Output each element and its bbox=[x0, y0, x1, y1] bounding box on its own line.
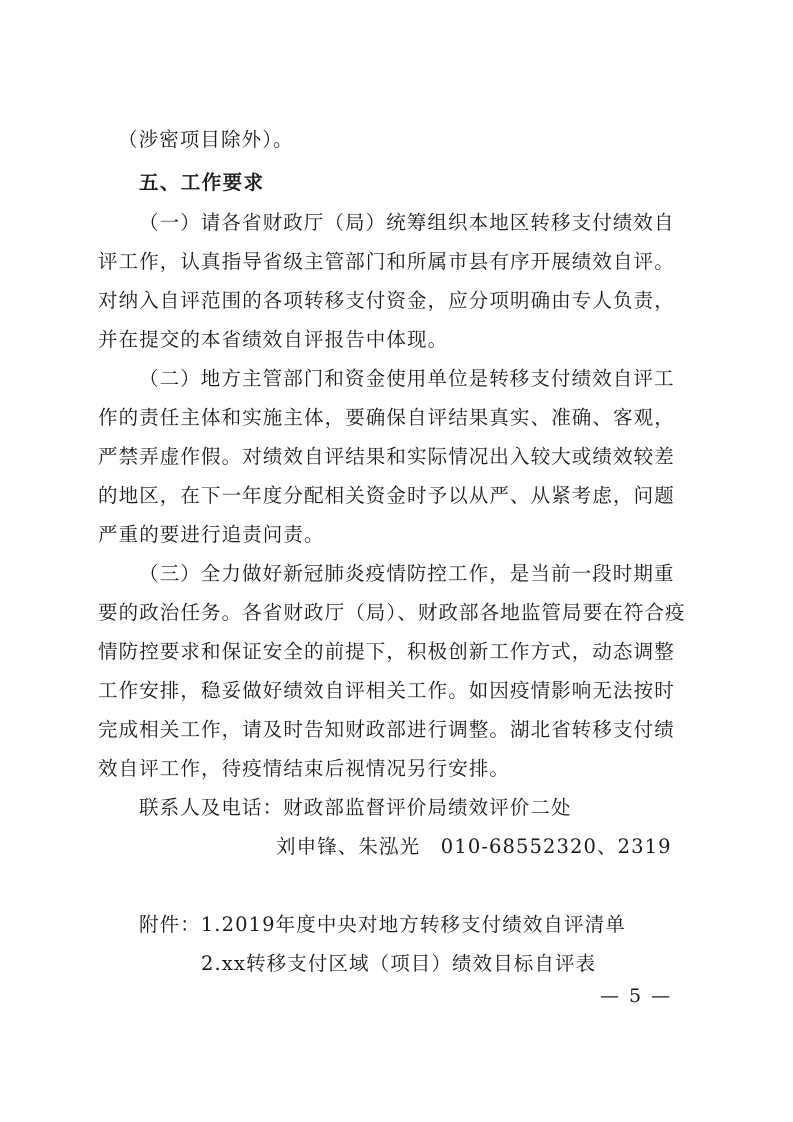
text-line-13: 要的政治任务。各省财政厅（局）、财政部各地监管局要在符合疫 bbox=[98, 601, 686, 624]
contact-label: 联系人及电话：财政部监督评价局绩效评价二处 bbox=[139, 796, 572, 819]
page-number: — 5 — bbox=[600, 985, 673, 1007]
text-line-9: 严禁弄虚作假。对绩效自评结果和实际情况出入较大或绩效较差 bbox=[98, 445, 675, 468]
text-line-4: 评工作，认真指导省级主管部门和所属市县有序开展绩效自评。 bbox=[98, 250, 675, 273]
text-line-15: 工作安排，稳妥做好绩效自评相关工作。如因疫情影响无法按时 bbox=[98, 679, 675, 702]
text-line-1: （涉密项目除外）。 bbox=[118, 128, 294, 151]
attachment-1: 附件：1.2019年度中央对地方转移支付绩效自评清单 bbox=[139, 913, 626, 936]
text-line-7: （二）地方主管部门和资金使用单位是转移支付绩效自评工 bbox=[139, 367, 675, 390]
contact-people-phone: 刘申锋、朱泓光 010-68552320、2319 bbox=[276, 835, 672, 858]
text-line-6: 并在提交的本省绩效自评报告中体现。 bbox=[98, 328, 449, 351]
text-line-10: 的地区，在下一年度分配相关资金时予以从严、从紧考虑，问题 bbox=[98, 484, 675, 507]
text-line-11: 严重的要进行追责问责。 bbox=[98, 523, 325, 546]
text-line-8: 作的责任主体和实施主体，要确保自评结果真实、准确、客观， bbox=[98, 406, 675, 429]
text-line-5: 对纳入自评范围的各项转移支付资金，应分项明确由专人负责， bbox=[98, 289, 675, 312]
attachment-2: 2.xx转移支付区域（项目）绩效目标自评表 bbox=[201, 952, 597, 975]
section-heading: 五、工作要求 bbox=[139, 171, 265, 194]
text-line-16: 完成相关工作，请及时告知财政部进行调整。湖北省转移支付绩 bbox=[98, 718, 675, 741]
text-line-3: （一）请各省财政厅（局）统筹组织本地区转移支付绩效自 bbox=[139, 211, 675, 234]
text-line-14: 情防控要求和保证安全的前提下，积极创新工作方式，动态调整 bbox=[98, 640, 675, 663]
text-line-17: 效自评工作，待疫情结束后视情况另行安排。 bbox=[98, 757, 511, 780]
text-line-12: （三）全力做好新冠肺炎疫情防控工作，是当前一段时期重 bbox=[139, 562, 675, 585]
